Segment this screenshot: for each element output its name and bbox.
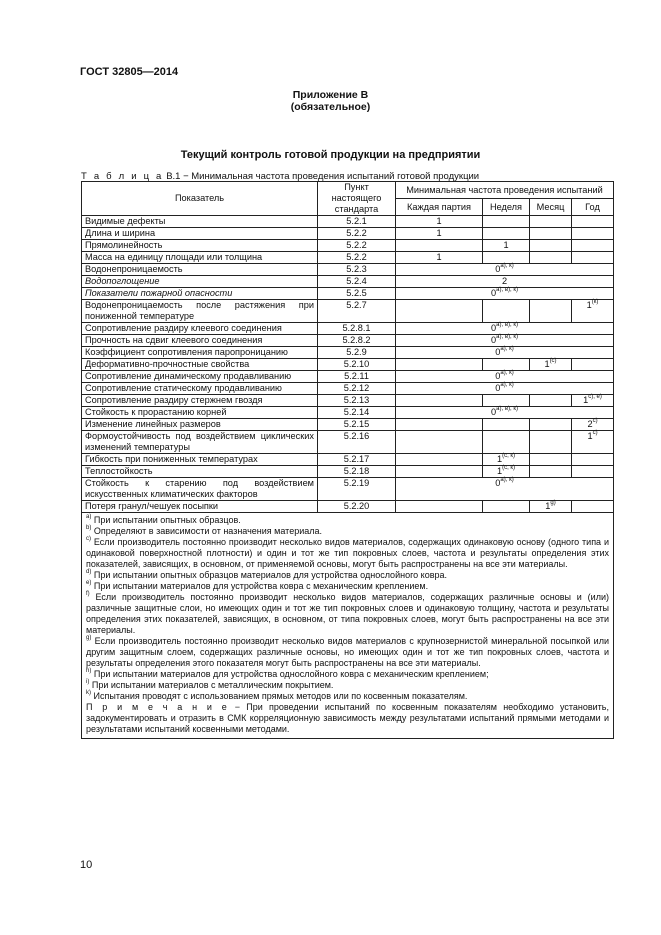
frequency-year-cell <box>572 228 614 240</box>
requirements-table <box>81 181 614 739</box>
frequency-week-cell <box>483 501 530 513</box>
frequency-week-cell <box>483 300 530 323</box>
frequency-value: 0 <box>495 478 501 488</box>
indicator-cell: Водонепроницаемость <box>82 264 318 276</box>
footnote-mark: g) <box>86 635 92 641</box>
indicator-cell: Масса на единицу площади или толщина <box>82 252 318 264</box>
frequency-value: 1 <box>503 240 509 250</box>
footnote-ref: а), к) <box>500 381 514 388</box>
frequency-month-cell <box>530 466 572 478</box>
table-row <box>82 276 614 288</box>
frequency-year-cell <box>572 359 614 371</box>
table-row <box>82 454 614 466</box>
clause-cell: 5.2.8.1 <box>318 323 396 335</box>
frequency-year-cell <box>572 501 614 513</box>
table-row <box>82 395 614 407</box>
indicator-cell: Длина и ширина <box>82 228 318 240</box>
frequency-batch-cell <box>396 252 483 264</box>
frequency-value: 2 <box>501 276 508 286</box>
table-row <box>82 240 614 252</box>
frequency-span-cell <box>396 407 614 419</box>
col-clause: Пункт настоящего стандарта <box>318 182 396 216</box>
indicator-cell: Стойкость к прорастанию корней <box>82 407 318 419</box>
footnote-mark: b) <box>86 525 92 531</box>
frequency-week-cell <box>483 395 530 407</box>
table-caption-label: Т а б л и ц а <box>81 171 164 182</box>
footnote <box>86 537 609 570</box>
footnotes-block <box>82 513 614 739</box>
table-row <box>82 359 614 371</box>
frequency-week-cell <box>483 359 530 371</box>
clause-cell: 5.2.14 <box>318 407 396 419</box>
frequency-week-cell <box>483 454 530 466</box>
table-row <box>82 264 614 276</box>
frequency-span-cell <box>396 276 614 288</box>
col-indicator: Показатель <box>82 182 318 216</box>
footnote-ref: с) <box>592 417 598 424</box>
footnote-text: При испытании материалов с металлическим покрытием. <box>91 680 334 690</box>
clause-cell: 5.2.11 <box>318 371 396 383</box>
frequency-value: 1 <box>587 431 593 441</box>
indicator-cell: Видимые дефекты <box>82 216 318 228</box>
frequency-batch-cell <box>396 359 483 371</box>
footnote-ref: а), к) <box>500 369 514 376</box>
frequency-value: 1 <box>496 454 503 464</box>
indicator-cell: Стойкость к старению под воздействием искусственных климатических факторов <box>82 478 318 501</box>
frequency-batch-cell <box>396 419 483 431</box>
table-row <box>82 419 614 431</box>
section-title: Текущий контроль готовой продукции на предприятии <box>180 149 481 161</box>
clause-cell: 5.2.7 <box>318 300 396 323</box>
frequency-week-cell <box>483 228 530 240</box>
footnote-ref: (с) <box>549 357 557 364</box>
frequency-span-cell <box>396 478 614 501</box>
footnote-ref: а), к) <box>500 476 514 483</box>
frequency-month-cell <box>530 431 572 454</box>
clause-cell: 5.2.19 <box>318 478 396 501</box>
frequency-span-cell <box>396 335 614 347</box>
frequency-batch-cell <box>396 454 483 466</box>
frequency-week-cell <box>483 419 530 431</box>
footnote-text: Испытания проводят с использованием прямых методов или по косвенным показателям. <box>93 691 468 701</box>
frequency-value: 0 <box>491 288 497 298</box>
footnote-ref: (с, к) <box>502 452 516 459</box>
frequency-year-cell <box>572 466 614 478</box>
clause-cell: 5.2.3 <box>318 264 396 276</box>
frequency-value: 1 <box>586 300 592 310</box>
frequency-month-cell <box>530 419 572 431</box>
indicator-cell: Коэффициент сопротивления паропроницанию <box>82 347 318 359</box>
table-row <box>82 431 614 454</box>
indicator-cell: Сопротивление статическому продавливанию <box>82 383 318 395</box>
frequency-batch-cell <box>396 501 483 513</box>
frequency-batch-cell <box>396 395 483 407</box>
table-row <box>82 478 614 501</box>
clause-cell: 5.2.13 <box>318 395 396 407</box>
frequency-span-cell <box>396 371 614 383</box>
footnote-ref: с) <box>592 429 598 436</box>
appendix-subtitle: (обязательное) <box>290 101 371 113</box>
frequency-year-cell <box>572 431 614 454</box>
table-row <box>82 371 614 383</box>
footnote-ref: а), в), к) <box>496 321 518 328</box>
frequency-value: 1 <box>436 216 442 226</box>
appendix-title: Приложение В <box>292 89 369 101</box>
frequency-span-cell <box>396 264 614 276</box>
col-each-batch: Каждая партия <box>396 199 483 216</box>
col-year: Год <box>572 199 614 216</box>
clause-cell: 5.2.12 <box>318 383 396 395</box>
clause-cell: 5.2.8.2 <box>318 335 396 347</box>
footnote-ref: а), в), к) <box>496 333 518 340</box>
frequency-month-cell <box>530 454 572 466</box>
indicator-cell: Формоустойчивость под воздействием циклических изменений температуры <box>82 431 318 454</box>
frequency-year-cell <box>572 240 614 252</box>
footnote-text: При испытании материалов для устройства однослойного ковра с механическим креплением; <box>93 669 489 679</box>
footnote-text: При испытании опытных образцов материалов для устройства однослойного ковра. <box>93 570 447 580</box>
footnote-list <box>86 515 609 702</box>
table-row <box>82 228 614 240</box>
frequency-week-cell <box>483 240 530 252</box>
frequency-value: 1 <box>583 395 589 405</box>
col-min-freq: Минимальная частота проведения испытаний <box>396 182 614 199</box>
footnote-ref: а), в), к) <box>496 405 518 412</box>
frequency-batch-cell <box>396 240 483 252</box>
clause-cell: 5.2.2 <box>318 240 396 252</box>
table-row <box>82 300 614 323</box>
footnote <box>86 636 609 669</box>
col-month: Месяц <box>530 199 572 216</box>
table-row <box>82 323 614 335</box>
frequency-week-cell <box>483 252 530 264</box>
footnote-mark: f) <box>86 591 90 597</box>
frequency-year-cell <box>572 419 614 431</box>
footnote <box>86 570 609 581</box>
frequency-span-cell <box>396 288 614 300</box>
footnote-ref: а), к) <box>500 345 514 352</box>
footnote-text: Если производитель постоянно производит несколько видов материалов, содержащих различные основы и (или) различные защитные слои, но имеющих один и тот же тип покровных слоев и одинаковую толщину, частота и результаты определения этих показателей, зависящих, в основном, от типа покровных слоев, могут быть распространены на все эти материалы. <box>86 592 609 635</box>
footnote <box>86 515 609 526</box>
frequency-month-cell <box>530 300 572 323</box>
frequency-week-cell <box>483 466 530 478</box>
col-week: Неделя <box>483 199 530 216</box>
indicator-cell: Водонепроницаемость после растяжения при пониженной температуре <box>82 300 318 323</box>
table-row <box>82 466 614 478</box>
clause-cell: 5.2.17 <box>318 454 396 466</box>
table-row <box>82 383 614 395</box>
footnote-ref: g) <box>550 499 556 506</box>
clause-cell: 5.2.2 <box>318 252 396 264</box>
appendix-heading <box>0 89 661 113</box>
frequency-year-cell <box>572 300 614 323</box>
frequency-month-cell <box>530 228 572 240</box>
clause-cell: 5.2.4 <box>318 276 396 288</box>
footnote <box>86 669 609 680</box>
table-row <box>82 216 614 228</box>
frequency-value: 0 <box>495 264 501 274</box>
frequency-value: 0 <box>491 335 497 345</box>
footnote-mark: i) <box>86 679 90 685</box>
footnote-mark: а) <box>86 514 92 520</box>
frequency-year-cell <box>572 395 614 407</box>
frequency-value: 2 <box>587 419 593 429</box>
indicator-cell: Деформативно-прочностные свойства <box>82 359 318 371</box>
footnote <box>86 592 609 636</box>
indicator-cell: Сопротивление раздиру клеевого соединения <box>82 323 318 335</box>
frequency-month-cell <box>530 395 572 407</box>
frequency-value: 0 <box>491 323 497 333</box>
indicator-cell: Гибкость при пониженных температурах <box>82 454 318 466</box>
indicator-cell: Потеря гранул/чешуек посыпки <box>82 501 318 513</box>
footnote-ref: (с, к) <box>502 464 516 471</box>
table-row <box>82 407 614 419</box>
footnote-text: При испытании материалов для устройства ковра с механическим креплением. <box>93 581 429 591</box>
indicator-cell: Прямолинейность <box>82 240 318 252</box>
frequency-value: 1 <box>496 466 503 476</box>
frequency-month-cell <box>530 501 572 513</box>
footnote <box>86 680 609 691</box>
frequency-month-cell <box>530 252 572 264</box>
table-row <box>82 335 614 347</box>
frequency-span-cell <box>396 323 614 335</box>
frequency-batch-cell <box>396 300 483 323</box>
indicator-cell: Сопротивление динамическому продавливанию <box>82 371 318 383</box>
frequency-span-cell <box>396 347 614 359</box>
indicator-cell: Прочность на сдвиг клеевого соединения <box>82 335 318 347</box>
clause-cell: 5.2.15 <box>318 419 396 431</box>
frequency-value: 1 <box>436 228 442 238</box>
frequency-year-cell <box>572 454 614 466</box>
footnote <box>86 691 609 702</box>
clause-cell: 5.2.2 <box>318 228 396 240</box>
footnote <box>86 526 609 537</box>
table-note <box>86 702 609 735</box>
footnote-ref: а), к) <box>500 262 514 269</box>
note-text: − При проведении испытаний по косвенным показателям необходимо установить, задокументировать и отразить в СМК корреляционную зависимость между результатами испытаний прямыми методами и результатами испытаний косвенными методами. <box>86 702 609 734</box>
table-row <box>82 288 614 300</box>
footnote-mark: е) <box>86 580 92 586</box>
frequency-week-cell <box>483 431 530 454</box>
table-caption-text: В.1 − Минимальная частота проведения испытаний готовой продукции <box>166 171 480 182</box>
frequency-week-cell <box>483 216 530 228</box>
frequency-month-cell <box>530 359 572 371</box>
frequency-value: 0 <box>491 407 497 417</box>
frequency-batch-cell <box>396 216 483 228</box>
clause-cell: 5.2.10 <box>318 359 396 371</box>
footnote-ref: (к) <box>591 298 599 305</box>
frequency-year-cell <box>572 216 614 228</box>
clause-cell: 5.2.5 <box>318 288 396 300</box>
footnote-text: Определяют в зависимости от назначения материала. <box>93 526 322 536</box>
frequency-value: 1 <box>436 252 442 262</box>
footnote <box>86 581 609 592</box>
indicator-cell: Показатели пожарной опасности <box>82 288 318 300</box>
clause-cell: 5.2.1 <box>318 216 396 228</box>
indicator-cell: Изменение линейных размеров <box>82 419 318 431</box>
clause-cell: 5.2.16 <box>318 431 396 454</box>
indicator-cell: Сопротивление раздиру стержнем гвоздя <box>82 395 318 407</box>
table-row <box>82 501 614 513</box>
clause-cell: 5.2.20 <box>318 501 396 513</box>
footnote-mark: h) <box>86 668 92 674</box>
footnote-ref: а), в), к) <box>496 286 518 293</box>
footnote-mark: с) <box>86 536 91 542</box>
frequency-year-cell <box>572 252 614 264</box>
document-header: ГОСТ 32805—2014 <box>80 66 179 78</box>
frequency-value: 1 <box>545 501 551 511</box>
frequency-batch-cell <box>396 466 483 478</box>
frequency-value: 0 <box>495 383 501 393</box>
table-row <box>82 252 614 264</box>
indicator-cell: Водопоглощение <box>82 276 318 288</box>
footnote-ref: с), е) <box>588 393 602 400</box>
frequency-span-cell <box>396 383 614 395</box>
frequency-month-cell <box>530 216 572 228</box>
footnote-mark: d) <box>86 569 92 575</box>
page-number: 10 <box>80 859 93 871</box>
clause-cell: 5.2.9 <box>318 347 396 359</box>
frequency-value: 0 <box>495 371 501 381</box>
frequency-value: 0 <box>495 347 501 357</box>
frequency-batch-cell <box>396 228 483 240</box>
footnote-text: При испытании опытных образцов. <box>93 515 241 525</box>
footnote-text: Если производитель постоянно производит несколько видов материалов с крупнозернистой минеральной посыпкой или другим защитным слоем, содержащих различные основы, но имеющих один и тот же тип покровных слоев, частота и результаты определения этого показателя могут быть распространены на все эти материалы. <box>86 636 609 668</box>
table-row <box>82 347 614 359</box>
footnote-text: Если производитель постоянно производит несколько видов материалов, содержащих одинаковую основу (одного типа и одинаковой поверхностной плотности) и один и тот же тип покровных слоев, частота и результаты определения этих показателей, зависящих, в основном, от применяемой основы, могут быть распространены на все эти материалы. <box>86 537 609 569</box>
note-label: П р и м е ч а н и е <box>86 702 229 712</box>
indicator-cell: Теплостойкость <box>82 466 318 478</box>
frequency-batch-cell <box>396 431 483 454</box>
footnote-mark: k) <box>86 690 91 696</box>
frequency-month-cell <box>530 240 572 252</box>
clause-cell: 5.2.18 <box>318 466 396 478</box>
frequency-value: 1 <box>544 359 550 369</box>
